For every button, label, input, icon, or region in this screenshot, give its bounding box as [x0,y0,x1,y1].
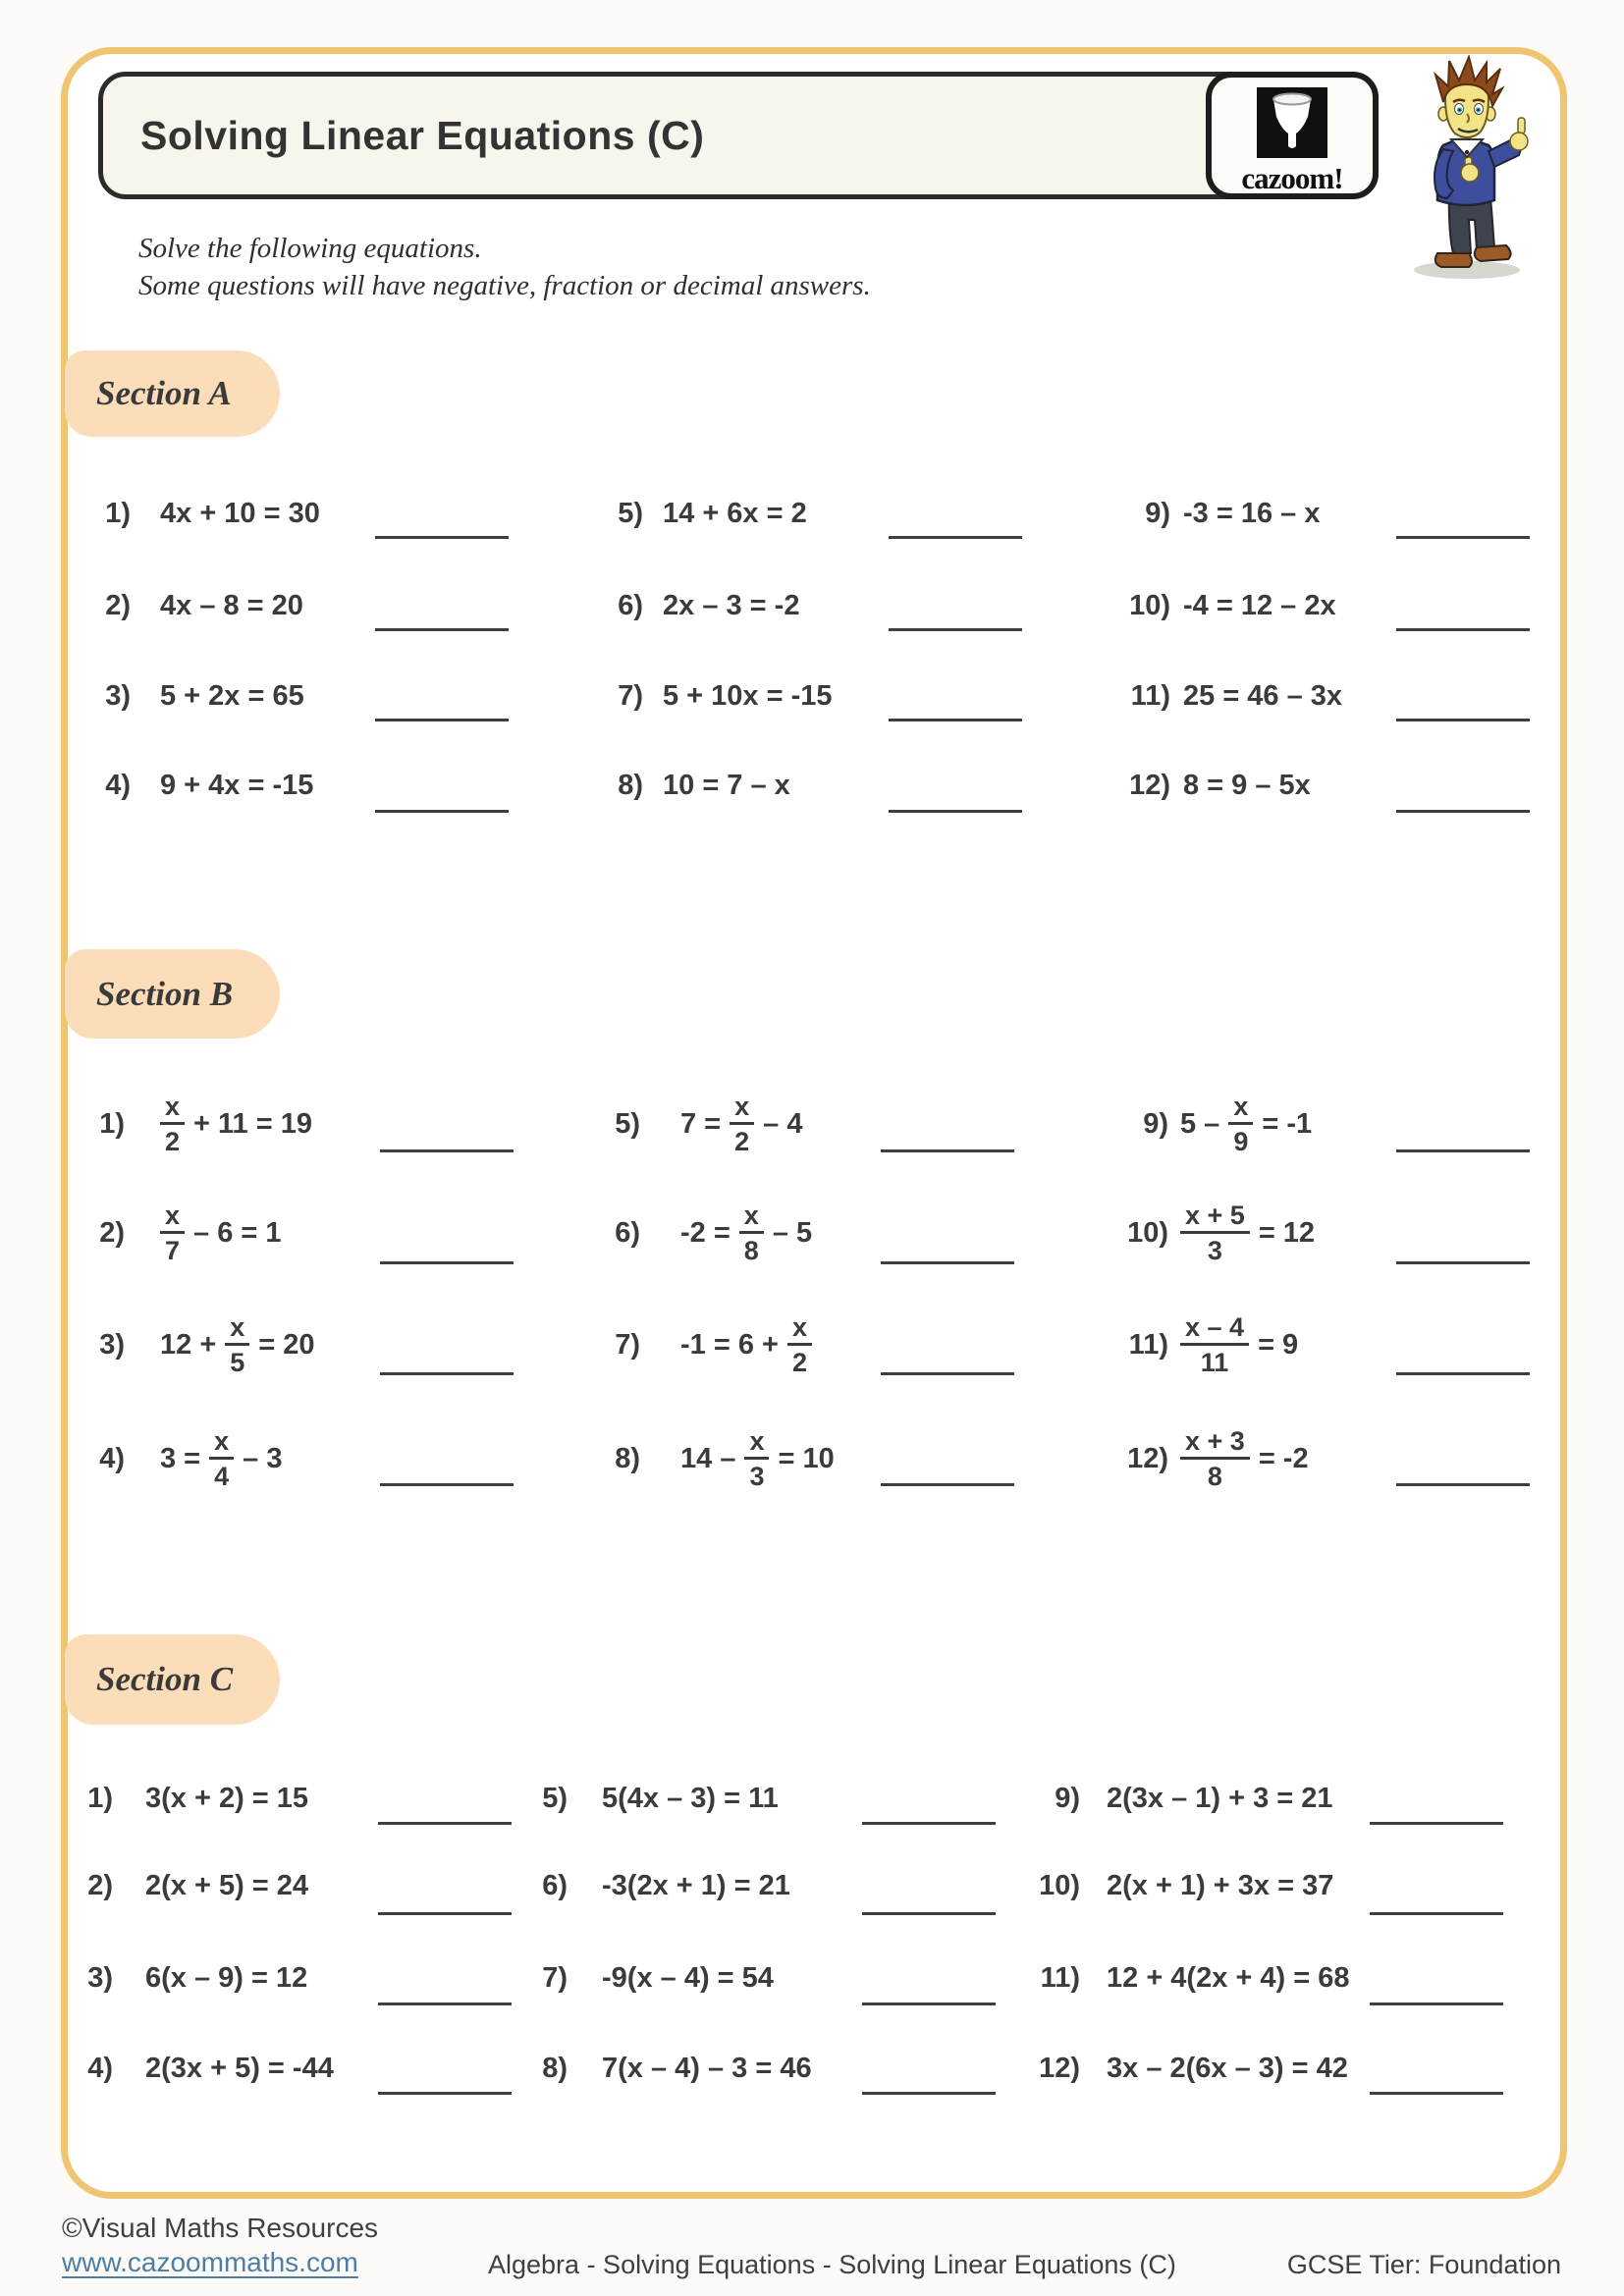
answer-line [889,536,1022,539]
cazoom-logo [1206,72,1379,199]
problem-number: 3) [99,1329,125,1361]
equation: -3 = 16 – x [1183,498,1321,529]
answer-line [1396,1261,1530,1264]
problem-number: 1) [105,498,131,529]
problem-number: 11) [1130,680,1170,712]
problem-number: 9) [1143,1108,1168,1140]
answer-line [862,2092,996,2095]
problem-row [0,1408,1624,1510]
problem-number: 9) [1145,498,1170,529]
problem-number: 2) [105,590,131,621]
problem-row [0,492,1624,535]
equation: 5 – $\frac{x}{9}$ = -1 [1180,1091,1313,1156]
problem-number: 4) [99,1443,125,1474]
problem-number: 11) [1040,1962,1080,1994]
equation: $\frac{x - 4}{11}$ = 9 [1180,1294,1298,1396]
answer-line [1370,1912,1503,1915]
problem-number: 7) [618,680,643,712]
equation: -1 = 6 + $\frac{x}{2}$ [680,1294,812,1396]
problem-number: 10) [1127,1217,1168,1249]
equation: -9(x – 4) = 54 [602,1962,774,1994]
problem-row [0,1073,1624,1175]
problem-row [0,584,1624,627]
problem-row [0,2047,1624,2090]
section-b-badge [65,949,280,1039]
fraction: $\frac{x}{8}$ [739,1201,764,1266]
worksheet-title-box [98,72,1377,199]
answer-line [1396,1149,1530,1152]
problem-row [0,674,1624,718]
problem-number: 10) [1129,590,1170,621]
problem-row [0,1956,1624,2000]
equation: 3x – 2(6x – 3) = 42 [1107,2053,1348,2084]
answer-line [889,628,1022,631]
equation: 14 – $\frac{x}{3}$ = 10 [680,1425,835,1491]
problem-number: 2) [87,1870,113,1901]
problem-number: 2) [99,1217,125,1249]
equation: 12 + 4(2x + 4) = 68 [1107,1962,1350,1994]
answer-line [375,536,509,539]
answer-line [375,628,509,631]
equation: 5 + 10x = -15 [663,680,833,712]
problem-number: 8) [618,770,643,801]
fraction: $\frac{x}{2}$ [160,1092,185,1157]
problem-row [0,1182,1624,1284]
equation: 2(3x – 1) + 3 = 21 [1107,1783,1333,1814]
answer-line [889,810,1022,813]
problem-number: 11) [1128,1329,1168,1361]
answer-line [378,1912,512,1915]
equation: -3(2x + 1) = 21 [602,1870,790,1901]
problem-number: 1) [87,1783,113,1814]
equation: 4x – 8 = 20 [160,590,303,621]
answer-line [1396,719,1530,721]
equation: 12 + $\frac{x}{5}$ = 20 [160,1311,315,1377]
answer-line [378,1822,512,1825]
equation: 14 + 6x = 2 [663,498,807,529]
equation: -2 = $\frac{x}{8}$ – 5 [680,1200,813,1265]
answer-line [1370,2092,1503,2095]
drum-goblet-icon [1257,145,1327,162]
equation: 25 = 46 – 3x [1183,680,1343,712]
equation: 6(x – 9) = 12 [145,1962,308,1994]
answer-line [375,719,509,721]
equation: 2(x + 1) + 3x = 37 [1107,1870,1334,1901]
equation: $\frac{x}{2}$ + 11 = 19 [160,1073,312,1175]
equation: 4x + 10 = 30 [160,498,320,529]
breadcrumb: Algebra - Solving Equations - Solving Linear Equations (C) [488,2250,1176,2279]
section-b-label: Section B [96,974,234,1013]
equation: 3 = $\frac{x}{4}$ – 3 [160,1425,283,1491]
copyright-text: ©Visual Maths Resources [62,2213,379,2243]
equation: 5(4x – 3) = 11 [602,1783,779,1814]
problem-row [0,1294,1624,1396]
problem-number: 4) [105,770,131,801]
problem-number: 7) [542,1962,568,1994]
logo-brand-text: cazoom! [1241,161,1343,195]
equation: 2(3x + 5) = -44 [145,2053,334,2084]
mascot-boy-thumbs-up-illustration [1394,55,1542,286]
section-c-badge [65,1634,280,1725]
problem-row [0,764,1624,807]
equation: 10 = 7 – x [663,770,790,801]
problem-number: 9) [1055,1783,1080,1814]
answer-line [378,2092,512,2095]
equation: 7(x – 4) – 3 = 46 [602,2053,812,2084]
equation: 9 + 4x = -15 [160,770,314,801]
problem-number: 6) [618,590,643,621]
problem-number: 12) [1127,1443,1168,1474]
problem-number: 7) [615,1329,640,1361]
equation: 5 + 2x = 65 [160,680,304,712]
instructions-line-1: Solve the following equations. [138,233,482,264]
problem-row [0,1777,1624,1820]
website-link[interactable]: www.cazoommaths.com [62,2247,358,2277]
problem-number: 6) [615,1217,640,1249]
fraction: $\frac{x + 3}{8}$ [1180,1426,1250,1492]
problem-number: 5) [542,1783,568,1814]
equation: $\frac{x + 5}{3}$ = 12 [1180,1182,1315,1284]
equation: 3(x + 2) = 15 [145,1783,309,1814]
equation: 2x – 3 = -2 [663,590,800,621]
answer-line [1396,536,1530,539]
fraction: $\frac{x}{7}$ [160,1201,185,1266]
answer-line [1396,810,1530,813]
fraction: $\frac{x}{3}$ [744,1426,769,1492]
instructions [138,230,871,304]
problem-number: 12) [1129,770,1170,801]
equation: 2(x + 5) = 24 [145,1870,309,1901]
fraction: $\frac{x}{5}$ [225,1312,249,1378]
section-a-badge [65,350,280,437]
answer-line [375,810,509,813]
answer-line [1370,1822,1503,1825]
answer-line [1396,628,1530,631]
problem-number: 4) [87,2053,113,2084]
problem-number: 8) [615,1443,640,1474]
equation: -4 = 12 – 2x [1183,590,1336,621]
problem-number: 12) [1039,2053,1080,2084]
answer-line [378,2002,512,2005]
problem-row [0,1864,1624,1907]
fraction: $\frac{x - 4}{11}$ [1180,1312,1249,1378]
instructions-line-2: Some questions will have negative, fraction or decimal answers. [138,270,871,301]
fraction: $\frac{x}{4}$ [209,1426,234,1492]
problem-number: 5) [618,498,643,529]
equation: 8 = 9 – 5x [1183,770,1311,801]
section-a-label: Section A [96,374,232,412]
section-c-label: Section C [96,1660,234,1698]
problem-number: 3) [87,1962,113,1994]
answer-line [1370,2002,1503,2005]
answer-line [1396,1483,1530,1486]
problem-number: 10) [1039,1870,1080,1901]
problem-number: 6) [542,1870,568,1901]
fraction: $\frac{x}{2}$ [787,1312,812,1378]
problem-number: 1) [99,1108,125,1140]
equation: $\frac{x}{7}$ – 6 = 1 [160,1182,282,1284]
fraction: $\frac{x + 5}{3}$ [1180,1201,1250,1266]
equation: 7 = $\frac{x}{2}$ – 4 [680,1091,803,1156]
answer-line [862,1822,996,1825]
problem-number: 8) [542,2053,568,2084]
answer-line [862,2002,996,2005]
page-title: Solving Linear Equations (C) [140,112,705,158]
problem-number: 5) [615,1108,640,1140]
answer-line [862,1912,996,1915]
answer-line [1396,1372,1530,1375]
answer-line [889,719,1022,721]
equation: $\frac{x + 3}{8}$ = -2 [1180,1408,1309,1510]
fraction: $\frac{x}{9}$ [1228,1092,1253,1157]
fraction: $\frac{x}{2}$ [730,1092,754,1157]
tier-label: GCSE Tier: Foundation [1286,2250,1561,2279]
problem-number: 3) [105,680,131,712]
